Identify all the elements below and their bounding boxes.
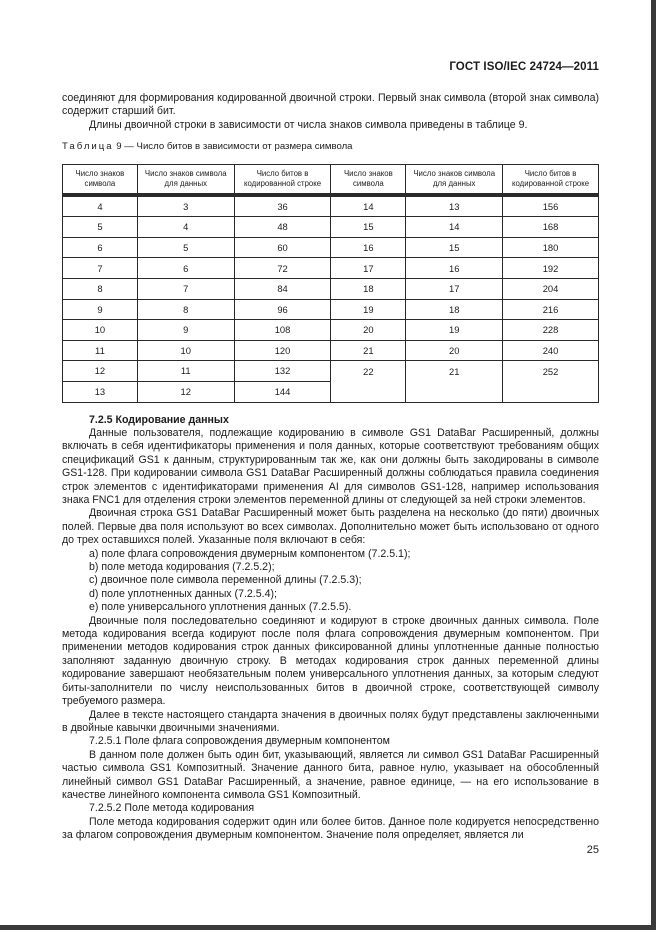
section-paragraph-1: Данные пользователя, подлежащие кодированию в символе GS1 DataBar Расширенный, должны включать в себя идентификаторы применения и поля данных, которые соответствуют требованиям общих спецификаций GS1 к данным, структурированным так же, как они должны быть закодированы в символе GS1-128. При кодировании символа GS1 DataBar Расширенный должны соблюдаться правила соединения строк элементов с идентификаторами применения AI для символов GS1-128, например использования знака FNC1 для отделения строки элементов переменной длины от следующей за ней строки элементов.: [62, 426, 599, 506]
table-cell: 96: [234, 299, 331, 320]
table-cell: 22: [331, 361, 406, 402]
table-cell: 19: [406, 320, 503, 341]
table-caption-title: 9 — Число битов в зависимости от размера символа: [116, 141, 353, 153]
table-cell: 240: [503, 340, 599, 361]
table-row: [63, 279, 599, 300]
table-cell: 168: [503, 217, 599, 238]
table-row: [63, 196, 599, 217]
table-cell: 17: [331, 258, 406, 279]
table-cell: 48: [234, 217, 331, 238]
table-cell: 60: [234, 237, 331, 258]
table-cell: 7: [63, 258, 138, 279]
table-cell: 36: [234, 196, 331, 217]
table-cell: 10: [137, 340, 234, 361]
table-cell: 252: [503, 361, 599, 402]
table-cell: 4: [63, 196, 138, 217]
list-item: e) поле универсального уплотнения данных (7.2.5.5).: [89, 601, 352, 614]
table-row: [63, 320, 599, 341]
list-item: c) двоичное поле символа переменной длины (7.2.5.3);: [89, 574, 362, 587]
table-cell: 16: [406, 258, 503, 279]
table-row: [63, 340, 599, 361]
table-row: [63, 361, 599, 382]
list-item: d) поле уплотненных данных (7.2.5.4);: [89, 587, 277, 600]
table-cell: 20: [331, 320, 406, 341]
page-content: [62, 92, 599, 843]
table-header-row: [63, 164, 599, 194]
table-caption: [62, 140, 599, 153]
table-cell: 228: [503, 320, 599, 341]
table-cell: 20: [406, 340, 503, 361]
table-cell: 6: [63, 237, 138, 258]
intro-paragraph-1: соединяют для формирования кодированной двоичной строки. Первый знак символа (второй знак символа) содержит старший бит.: [62, 92, 599, 118]
header-cell: Число знаков символа: [63, 164, 138, 194]
table-cell: 14: [331, 196, 406, 217]
header-cell: Число знаков символа для данных: [406, 164, 503, 194]
table-cell: 17: [406, 279, 503, 300]
table-cell: 120: [234, 340, 331, 361]
table-cell: 15: [331, 217, 406, 238]
table-row: [63, 217, 599, 238]
header-cell: Число битов в кодированной строке: [234, 164, 331, 194]
table-cell: 4: [137, 217, 234, 238]
table-cell: 180: [503, 237, 599, 258]
list-item: a) поле флага сопровождения двумерным компонентом (7.2.5.1);: [89, 547, 411, 560]
header-cell: Число знаков символа: [331, 164, 406, 194]
table-cell: 132: [234, 361, 331, 382]
table-cell: 9: [63, 299, 138, 320]
table-cell: 18: [406, 299, 503, 320]
table-cell: 21: [331, 340, 406, 361]
table-cell: 12: [137, 381, 234, 402]
table-9: [62, 164, 599, 403]
table-cell: 10: [63, 320, 138, 341]
table-cell: 13: [63, 381, 138, 402]
table-cell: 8: [137, 299, 234, 320]
table-cell: 144: [234, 381, 331, 402]
table-cell: 192: [503, 258, 599, 279]
table-cell: 72: [234, 258, 331, 279]
table-cell: 19: [331, 299, 406, 320]
table-cell: 216: [503, 299, 599, 320]
table-cell: 3: [137, 196, 234, 217]
table-cell: 16: [331, 237, 406, 258]
table-cell: 13: [406, 196, 503, 217]
table-caption-prefix: Таблица: [62, 141, 114, 153]
table-cell: 11: [63, 340, 138, 361]
table-cell: 8: [63, 279, 138, 300]
intro-paragraph-2: Длины двоичной строки в зависимости от числа знаков символа приведены в таблице 9.: [89, 118, 528, 131]
document-header: ГОСТ ISO/IEC 24724—2011: [449, 61, 599, 73]
table-cell: 6: [137, 258, 234, 279]
list-item: b) поле метода кодирования (7.2.5.2);: [89, 561, 275, 574]
table-row: [63, 237, 599, 258]
table-cell: 12: [63, 361, 138, 382]
section-paragraph-2: Двоичная строка GS1 DataBar Расширенный может быть разделена на несколько (до пяти) двоичных полей. Первые два поля используют во всех символах. Дополнительно может быть использовано от одного до трех оставшихся полей. Указанные поля включают в себя:: [62, 507, 599, 547]
table-cell: 156: [503, 196, 599, 217]
header-cell: Число битов в кодированной строке: [503, 164, 599, 194]
header-cell: Число знаков символа для данных: [137, 164, 234, 194]
table-cell: 5: [63, 217, 138, 238]
table-row: [63, 258, 599, 279]
table-cell: 204: [503, 279, 599, 300]
table-row: [63, 299, 599, 320]
table-cell: 9: [137, 320, 234, 341]
table-cell: 5: [137, 237, 234, 258]
table-cell: 21: [406, 361, 503, 402]
section-paragraph-4: Далее в тексте настоящего стандарта значения в двоичных полях будут представлены заключенными в двойные кавычки двоичными значениями.: [62, 708, 599, 734]
section-heading: 7.2.5 Кодирование данных: [89, 413, 229, 426]
section-paragraph-3: Двоичные поля последовательно соединяют и кодируют в строке двоичных данных символа. Поле метода кодирования всегда кодируют после поля флага сопровождения двумерным компонентом. При применении методов кодирования строк данных фиксированной длины уплотненные данные полностью заполняют заданную двоичную строку. В методах кодирования строк данных переменной длины кодирование завершают необязательным полем универсального уплотнения данных, за которым следуют биты-заполнители по числу неиспользованных битов в двоичной строке, соответствующей символу требуемого размера.: [62, 614, 599, 708]
table-cell: 11: [137, 361, 234, 382]
subsection-text-1: В данном поле должен быть один бит, указывающий, является ли символ GS1 DataBar Расширенный частью символа GS1 Композитный. Значение данного бита, равное нулю, указывает на обособленный линейный символ GS1 DataBar Расширенный, а значение, равное единице, — на его использование в качестве линейного компонента символа GS1 Композитный.: [62, 748, 599, 801]
subsection-heading-1: 7.2.5.1 Поле флага сопровождения двумерным компонентом: [89, 735, 390, 748]
table-cell: 108: [234, 320, 331, 341]
page-number: 25: [586, 844, 599, 856]
subsection-text-2: Поле метода кодирования содержит один или более битов. Данное поле кодируется непосредственно за флагом сопровождения двумерным компонентом. Значение поля определяет, является ли: [62, 815, 599, 842]
table-cell: 15: [406, 237, 503, 258]
table-cell: 14: [406, 217, 503, 238]
table-cell: 18: [331, 279, 406, 300]
table-cell: 7: [137, 279, 234, 300]
table-cell: 84: [234, 279, 331, 300]
subsection-heading-2: 7.2.5.2 Поле метода кодирования: [89, 802, 255, 815]
